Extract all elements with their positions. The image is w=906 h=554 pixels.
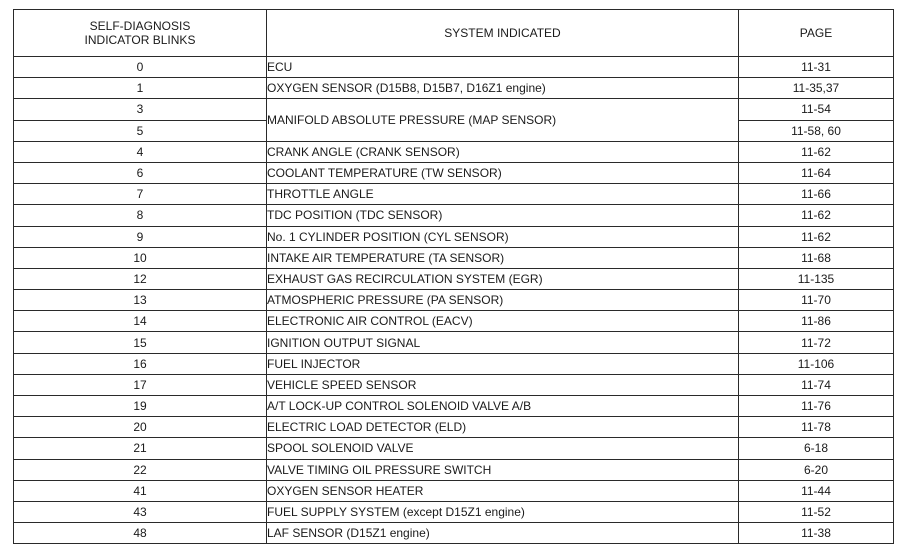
page-cell: 11-62 xyxy=(739,141,894,162)
header-page: PAGE xyxy=(739,10,894,57)
table-row xyxy=(14,57,894,78)
system-cell: CRANK ANGLE (CRANK SENSOR) xyxy=(267,141,739,162)
system-cell: INTAKE AIR TEMPERATURE (TA SENSOR) xyxy=(267,247,739,268)
blinks-cell: 16 xyxy=(14,353,267,374)
table-row xyxy=(14,226,894,247)
page-cell: 11-72 xyxy=(739,332,894,353)
table-row xyxy=(14,162,894,183)
system-cell: LAF SENSOR (D15Z1 engine) xyxy=(267,523,739,544)
page-cell: 11-74 xyxy=(739,374,894,395)
header-blinks-line2: INDICATOR BLINKS xyxy=(84,33,196,47)
system-cell: EXHAUST GAS RECIRCULATION SYSTEM (EGR) xyxy=(267,268,739,289)
blinks-cell: 9 xyxy=(14,226,267,247)
system-cell: A/T LOCK-UP CONTROL SOLENOID VALVE A/B xyxy=(267,396,739,417)
blinks-cell: 17 xyxy=(14,374,267,395)
table-row xyxy=(14,480,894,501)
page-cell: 11-58, 60 xyxy=(739,120,894,141)
page-cell: 11-78 xyxy=(739,417,894,438)
page-cell: 11-52 xyxy=(739,501,894,522)
blinks-cell: 48 xyxy=(14,523,267,544)
blinks-cell: 10 xyxy=(14,247,267,268)
page-cell: 11-44 xyxy=(739,480,894,501)
blinks-cell: 5 xyxy=(14,120,267,141)
system-cell: IGNITION OUTPUT SIGNAL xyxy=(267,332,739,353)
blinks-cell: 13 xyxy=(14,290,267,311)
page-cell: 11-38 xyxy=(739,523,894,544)
page-cell: 11-64 xyxy=(739,162,894,183)
table-row xyxy=(14,311,894,332)
system-cell: OXYGEN SENSOR (D15B8, D15B7, D16Z1 engine) xyxy=(267,78,739,99)
blinks-cell: 0 xyxy=(14,57,267,78)
self-diagnosis-table xyxy=(13,9,894,544)
table-row xyxy=(14,353,894,374)
blinks-cell: 7 xyxy=(14,184,267,205)
table-row xyxy=(14,523,894,544)
table-row xyxy=(14,141,894,162)
page-cell: 11-76 xyxy=(739,396,894,417)
system-cell: FUEL SUPPLY SYSTEM (except D15Z1 engine) xyxy=(267,501,739,522)
table-row xyxy=(14,396,894,417)
system-cell: OXYGEN SENSOR HEATER xyxy=(267,480,739,501)
blinks-cell: 6 xyxy=(14,162,267,183)
blinks-cell: 22 xyxy=(14,459,267,480)
page-cell: 6-20 xyxy=(739,459,894,480)
page-cell: 11-31 xyxy=(739,57,894,78)
blinks-cell: 14 xyxy=(14,311,267,332)
blinks-cell: 1 xyxy=(14,78,267,99)
page-cell: 11-66 xyxy=(739,184,894,205)
page-cell: 11-86 xyxy=(739,311,894,332)
system-cell: THROTTLE ANGLE xyxy=(267,184,739,205)
blinks-cell: 21 xyxy=(14,438,267,459)
blinks-cell: 3 xyxy=(14,99,267,120)
table-row xyxy=(14,205,894,226)
header-indicator-blinks xyxy=(14,10,267,57)
system-cell: ELECTRONIC AIR CONTROL (EACV) xyxy=(267,311,739,332)
page-cell: 11-62 xyxy=(739,205,894,226)
system-cell: TDC POSITION (TDC SENSOR) xyxy=(267,205,739,226)
table-row xyxy=(14,374,894,395)
table-row xyxy=(14,290,894,311)
system-cell: VEHICLE SPEED SENSOR xyxy=(267,374,739,395)
page-cell: 11-70 xyxy=(739,290,894,311)
blinks-cell: 20 xyxy=(14,417,267,438)
table-row xyxy=(14,78,894,99)
table-row xyxy=(14,99,894,120)
page-cell: 11-135 xyxy=(739,268,894,289)
system-cell: ECU xyxy=(267,57,739,78)
blinks-cell: 8 xyxy=(14,205,267,226)
table-row xyxy=(14,417,894,438)
blinks-cell: 43 xyxy=(14,501,267,522)
page-cell: 6-18 xyxy=(739,438,894,459)
blinks-cell: 12 xyxy=(14,268,267,289)
system-cell: ELECTRIC LOAD DETECTOR (ELD) xyxy=(267,417,739,438)
system-cell: No. 1 CYLINDER POSITION (CYL SENSOR) xyxy=(267,226,739,247)
system-cell: MANIFOLD ABSOLUTE PRESSURE (MAP SENSOR) xyxy=(267,99,739,141)
table-row xyxy=(14,501,894,522)
table-row xyxy=(14,332,894,353)
system-cell: FUEL INJECTOR xyxy=(267,353,739,374)
blinks-cell: 4 xyxy=(14,141,267,162)
page-cell: 11-106 xyxy=(739,353,894,374)
header-system-indicated: SYSTEM INDICATED xyxy=(267,10,739,57)
header-blinks-line1: SELF-DIAGNOSIS xyxy=(89,19,191,33)
page-cell: 11-54 xyxy=(739,99,894,120)
system-cell: SPOOL SOLENOID VALVE xyxy=(267,438,739,459)
table-row xyxy=(14,268,894,289)
table-row xyxy=(14,247,894,268)
system-cell: VALVE TIMING OIL PRESSURE SWITCH xyxy=(267,459,739,480)
page-cell: 11-68 xyxy=(739,247,894,268)
table-row xyxy=(14,184,894,205)
table-header-row xyxy=(14,10,894,57)
system-cell: COOLANT TEMPERATURE (TW SENSOR) xyxy=(267,162,739,183)
table-row xyxy=(14,438,894,459)
blinks-cell: 15 xyxy=(14,332,267,353)
page-cell: 11-62 xyxy=(739,226,894,247)
table-row xyxy=(14,459,894,480)
system-cell: ATMOSPHERIC PRESSURE (PA SENSOR) xyxy=(267,290,739,311)
blinks-cell: 41 xyxy=(14,480,267,501)
page-cell: 11-35,37 xyxy=(739,78,894,99)
blinks-cell: 19 xyxy=(14,396,267,417)
